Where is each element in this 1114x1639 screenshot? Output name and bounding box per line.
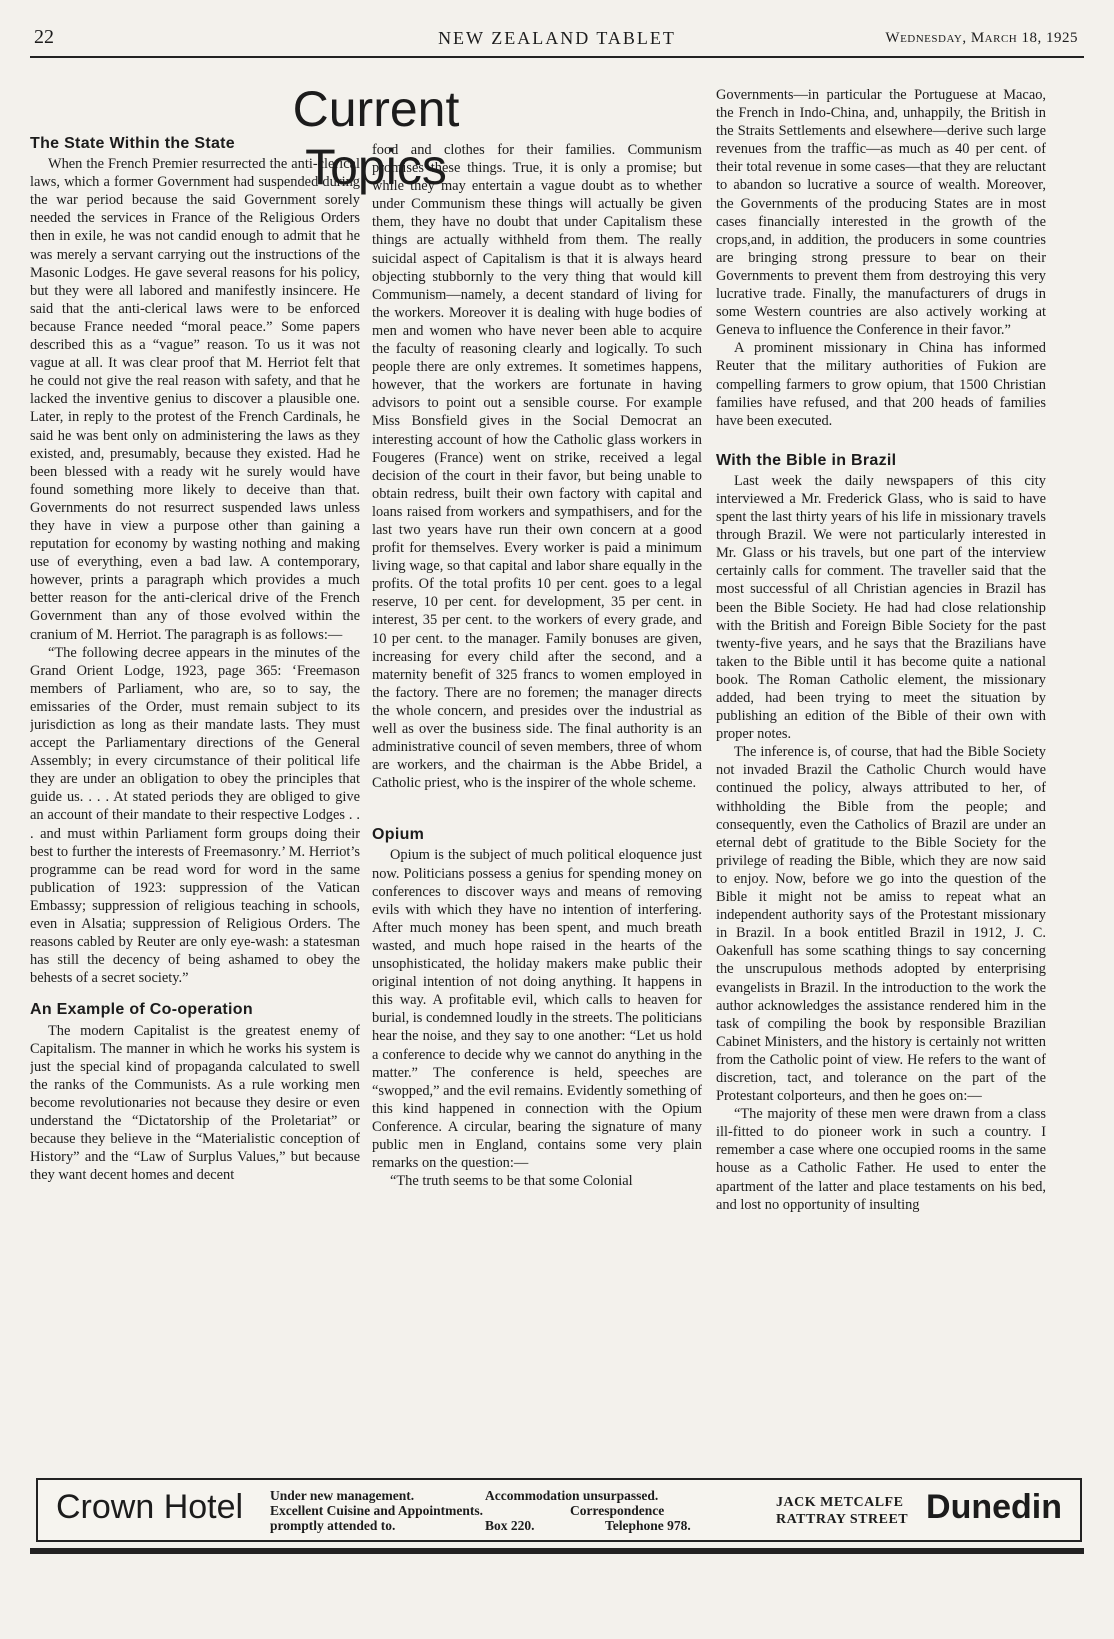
ad-text: Excellent Cuisine and Appointments.	[270, 1503, 484, 1518]
ad-text: promptly attended to.	[270, 1518, 396, 1533]
paragraph: A prominent missionary in China has informed Reuter that the military authorities of Fukion are compelling farmers to grow opium, that 1500 Christian families have refused, and that 200 heads of families have been executed.	[716, 340, 1046, 429]
section-heading: An Example of Co-operation	[30, 1001, 253, 1019]
paragraph: Opium is the subject of much political eloquence just now. Politicians possess a genius for spending money on conferences to discover ways and means of removing evils with which they have no intention of interfering. After much money has been spent, and much breath wasted, and much hope raised in the hearts of the unsophisticated, the holiday makers make public their original intention of not doing anything. It happens in this way. A profitable evil, which calls to heaven for burial, is condemned loudly in the streets. The politicians hear the noise, and they say to one another: “Let us hold a conference to decide why we cannot do anything in the matter.” The conference is held, speeches are “swopped,” and the evil remains. Evidently something of this kind happened in connection with the Opium Conference. A circular, bearing the signature of many public men in England, contains some very plain remarks on the question:—	[372, 847, 702, 1172]
paragraph: When the French Premier resurrected the anti-clerical laws, which a former Government had suspended during the war period because the said Government sorely needed the services in France of the Religious Orders then in exile, he was not candid enough to admit that he was merely a servant carrying out the instructions of the Masonic Lodges. He gave several reasons for his policy, but they were all labored and manifestly insincere. He said that the anti-clerical laws were to be enforced because France needed “moral peace.” Some papers described this as a “vague” reason. To us it was not vague at all. It was clear proof that M. Herriot felt that he could not give the real reason with safety, and that he lacked the inventive genius to discover a plausible one. Later, in reply to the protest of the French Cardinals, he said he was bent only on administering the laws as they existed, and, presumably, because they existed. Had he been blessed with a ready wit he surely would have found something more likely to deceive than that. Governments do not resurrect suspended laws unless they have in view a purpose other than gaining a reputation for economy by wasting nothing and making use of everything, even a bad law. A contemporary, however, prints a paragraph which provides a much better reason for the anti-clerical drive of the French Government than any of those evolved within the cranium of M. Herriot. The paragraph is as follows:—	[30, 156, 360, 643]
ad-text: Accommodation unsurpassed.	[485, 1488, 659, 1503]
ad-details	[270, 1488, 740, 1533]
paragraph: Last week the daily newspapers of this city interviewed a Mr. Frederick Glass, who is said to have spent the last thirty years of his life in missionary travels through Brazil. We were not particularly interested in Mr. Glass or his travels, but one part of the interview certainly calls for comment. The traveller said that the most successful of all Christian agencies in Brazil has been the Bible Society. He had had close relationship with the British and Foreign Bible Society for the past twenty-five years, and he says that the Brazilians have taken to the Bible until it has become quite a national book. The Roman Catholic element, the missionary added, had been trying to meet the situation by publishing an edition of the Bible of their own with proper notes.	[716, 472, 1046, 743]
column-2	[372, 141, 702, 1471]
section-heading: With the Bible in Brazil	[716, 451, 897, 469]
ad-text: Telephone 978.	[605, 1518, 691, 1533]
ad-text: Box 220.	[485, 1518, 535, 1533]
column-3	[716, 86, 1046, 1471]
issue-date: Wednesday, March 18, 1925	[885, 30, 1078, 46]
ad-text: Under new management.	[270, 1488, 415, 1503]
ad-text: Correspondence	[570, 1503, 665, 1518]
page-title: Current Topics	[292, 81, 460, 195]
page-header	[30, 24, 1084, 58]
section-heading: Opium	[372, 826, 425, 844]
paragraph: “The majority of these men were drawn from a class ill-fitted to do pioneer work in such a country. I remember a case where one occupied rooms in the same house as a Catholic Father. He used to enter the apartment of the latter and place testaments on his bed, and lost no opportunity of insulting	[716, 1106, 1046, 1213]
ad-city: Dunedin	[926, 1488, 1062, 1526]
paragraph: food and clothes for their families. Communism promises these things. True, it is only a promise; but while they may entertain a vague doubt as to whether under Communism these things will actually be given them, they have no doubt that under Capitalism these things are actually withheld from them. The really suicidal aspect of Capitalism is that it is always heard objecting stubbornly to the very thing that would kill Communism—namely, a decent standard of living for the workers. Moreover it is dealing with huge bodies of men and women who have never been able to acquire the faculty of reasoning clearly and logically. To such people there are only extremes. It sometimes happens, however, that the workers are fortunate in having advisors to point out a sensible course. For example Miss Bonsfield gives in the Social Democrat an interesting account of how the Catholic glass workers in Fougeres (France) went on strike, received a legal decision of the court in their favor, but being unable to obtain redress, built their own factory with capital and loans raised from workers and sympathisers, and for the last two years have run their own concern at a good profit for themselves. Every worker is paid a minimum living wage, so that capital and labor share equally in the profits. Of the total profits 10 per cent. goes to a legal reserve, 10 per cent. for development, 35 per cent. in interest, 35 per cent. to the workers of every grade, and 10 per cent. to the manager. Family bonuses are given, increasing for every child after the second, and a maternity benefit of 325 francs to women employed in the factory. There are no foremen; the manager directs the whole concern, and presides over the industrial as well as over the business side. The final authority is an administrative council of seven members, three of whom are workers, and the chairman is the Abbe Bridel, a Catholic priest, who is the inspirer of the whole scheme.	[372, 142, 702, 792]
ad-proprietor	[776, 1494, 908, 1528]
ad-proprietor-name: JACK METCALFE	[776, 1495, 904, 1510]
paragraph: Governments—in particular the Portuguese at Macao, the French in Indo-China, and, unhappily, the British in the Straits Settlements and elsewhere—derive such large revenues from the traffic—as much as 40 per cent. of their total revenue in some cases—that they are reluctant to abandon so lucrative a source of wealth. Moreover, the Governments of the producing States are in most cases financially interested in the growth of the crops,and, in addition, the producers in some countries are bringing strong pressure to bear on their Governments to prevent them from destroying this very lucrative trade. Finally, the manufacturers of drugs in some Western countries are also actively working at Geneva to influence the Conference in their favor.”	[716, 87, 1046, 339]
footer-rule	[30, 1548, 1084, 1554]
paragraph: The inference is, of course, that had the Bible Society not invaded Brazil the Catholic Church would have continued the policy, always attributed to her, of withholding the Bible from the people; and consequently, even the Catholics of Brazil are under an eternal debt of gratitude to the Bible Society for the privilege of reading the Bible, which they are now said to enjoy. Now, before we go into the question of the Bible it might not be amiss to repeat what an independent authority says of the Protestant missionary in Brazil. In a book entitled Brazil in 1912, J. C. Oakenfull has some scathing things to say concerning the unscrupulous methods adopted by enterprising evangelists in Brazil. In the introduction to the work the author acknowledges the assistance rendered him in the task of compiling the book by responsible Brazilian Cabinet Ministers, and the history is certainly not written from the Catholic point of view. He refers to the want of discretion, tact, and tolerance on the part of the Protestant colporteurs, and then he goes on:—	[716, 744, 1046, 1105]
section-heading: The State Within the State	[30, 135, 236, 152]
quote-paragraph: “The following decree appears in the minutes of the Grand Orient Lodge, 1923, page 365: ‘Freemason members of Parliament, who are, so to say, the emissaries of the Order, must remain subject to its jurisdiction as long as their mandate lasts. They must accept the Parliamentary directions of the General Assembly; in every circumstance of their political life they are under an obligation to obey the principles that guide us. . . . At stated periods they are obliged to give an account of their mandate to their respective Lodges . . . and must within Parliament form groups doing their best to further the interests of Freemasonry.’ M. Herriot’s programme can be read word for word in the same publication of 1923: suppression of the Vatican Embassy; suppression of religious teaching in schools, even in Alsatia; suppression of Religious Orders. The reasons cabled by Reuter are only eye-wash: a statesman has still the decency of being ashamed to obey the behests of a secret society.”	[30, 644, 360, 987]
paragraph: “The truth seems to be that some Colonial	[390, 1173, 633, 1190]
column-1	[30, 135, 360, 1470]
ad-hotel-name: Crown Hotel	[56, 1488, 244, 1526]
masthead: NEW ZEALAND TABLET	[438, 28, 676, 48]
advertisement-crown-hotel	[36, 1478, 1082, 1542]
ad-street: RATTRAY STREET	[776, 1512, 909, 1527]
page-number: 22	[34, 26, 54, 48]
paragraph: The modern Capitalist is the greatest enemy of Capitalism. The manner in which he works his system is just the special kind of propaganda calculated to swell the ranks of the Communists. As a rule working men become revolutionaries not because they desire or even understand the “Dictatorship of the Proletariat” or because they believe in the “Materialistic conception of History” and the “Law of Surplus Values,” but because they want decent homes and decent	[30, 1022, 360, 1184]
